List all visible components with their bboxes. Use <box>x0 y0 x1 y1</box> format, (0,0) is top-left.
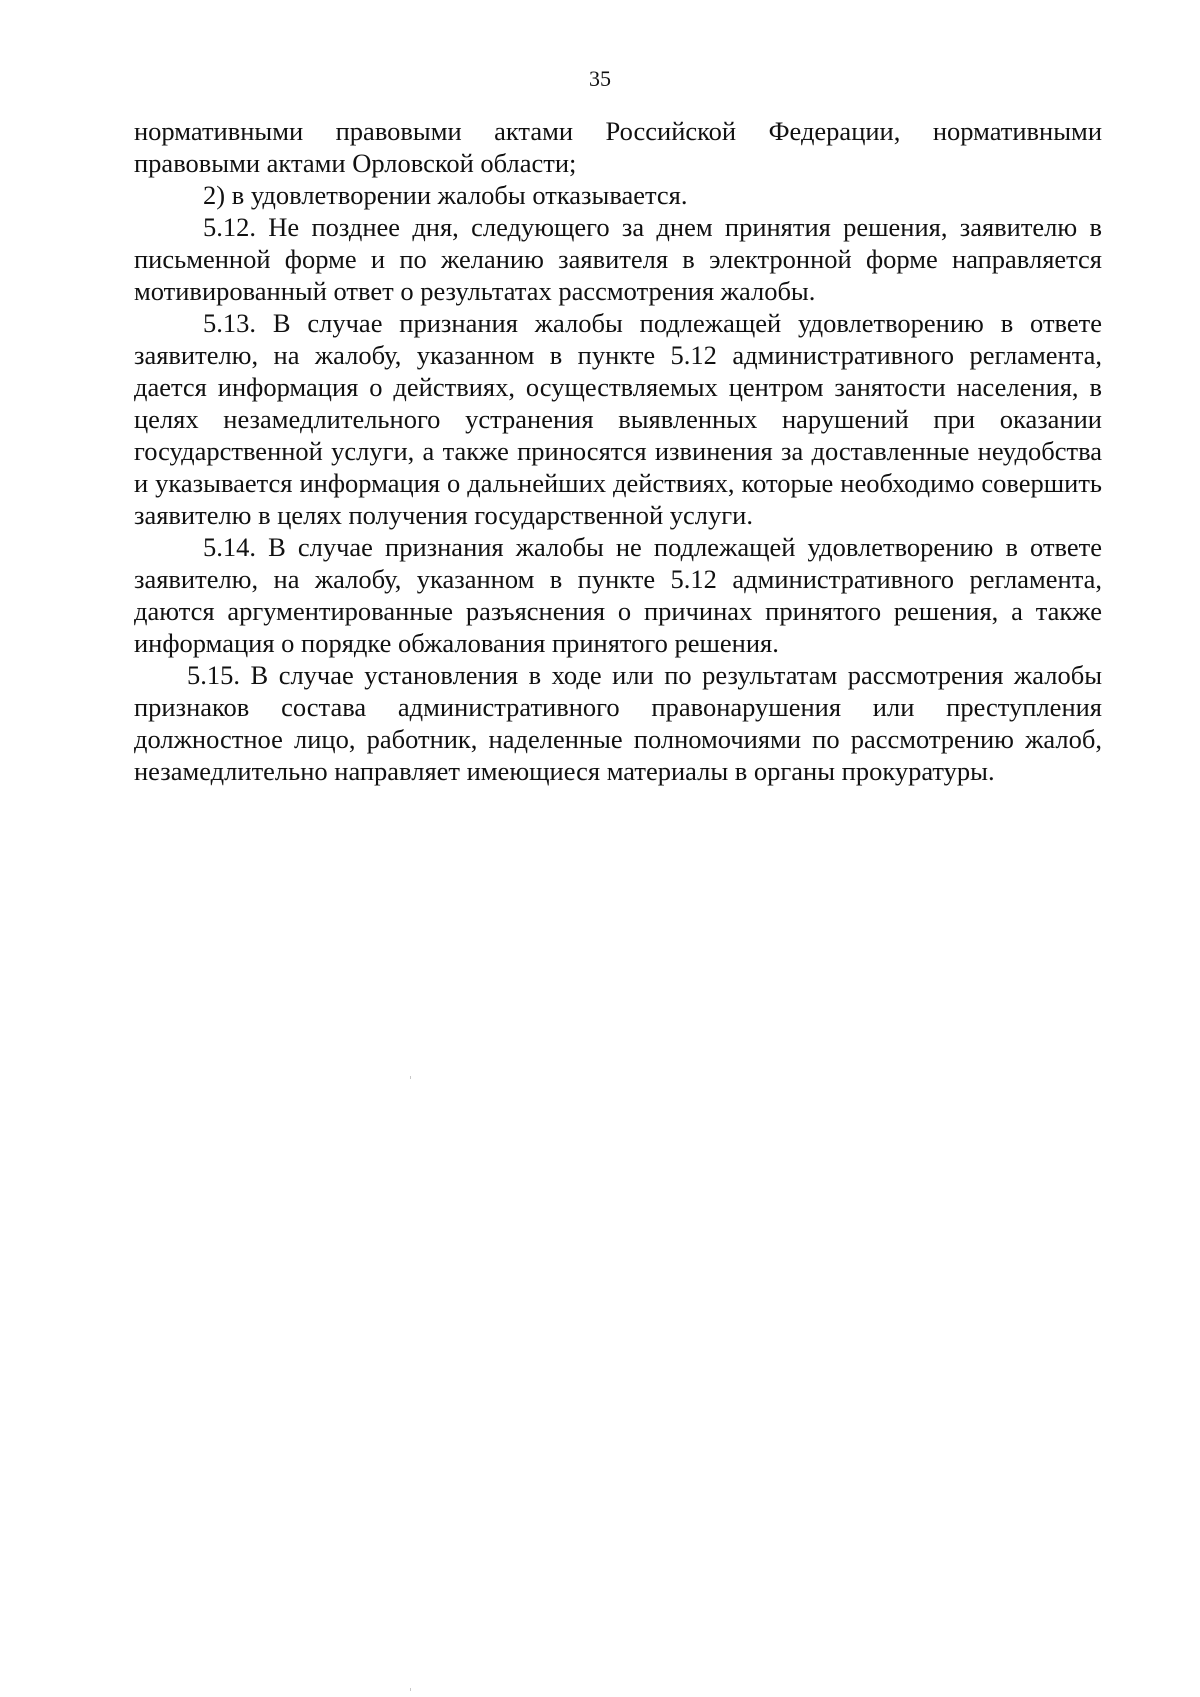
document-body <box>134 115 1102 787</box>
scan-speck <box>410 1688 411 1691</box>
page-number: 35 <box>589 66 611 91</box>
paragraph-5-15: 5.15. В случае установления в ходе или по результатам рассмотрения жалобы признаков состава административного правонарушения или преступления должностное лицо, работник, наделенные полномочиями по рассмотрению жалоб, незамедлительно направляет имеющиеся материалы в органы прокуратуры. <box>134 660 1102 786</box>
scan-speck <box>410 1076 411 1079</box>
paragraph-5-14: 5.14. В случае признания жалобы не подлежащей удовлетворению в ответе заявителю, на жалобу, указанном в пункте 5.12 административного регламента, даются аргументированные разъяснения о причинах принятого решения, а также информация о порядке обжалования принятого решения. <box>134 532 1102 658</box>
paragraph-5-12: 5.12. Не позднее дня, следующего за днем принятия решения, заявителю в письменной форме и по желанию заявителя в электронной форме направляется мотивированный ответ о результатах рассмотрения жалобы. <box>134 212 1102 306</box>
paragraph-continuation: нормативными правовыми актами Российской Федерации, нормативными правовыми актами Орловской области; <box>134 116 1102 178</box>
paragraph-5-13: 5.13. В случае признания жалобы подлежащей удовлетворению в ответе заявителю, на жалобу, указанном в пункте 5.12 административного регламента, дается информация о действиях, осуществляемых центром занятости населения, в целях незамедлительного устранения выявленных нарушений при оказании государственной услуги, а также приносятся извинения за доставленные неудобства и указывается информация о дальнейших действиях, которые необходимо совершить заявителю в целях получения государственной услуги. <box>134 308 1102 530</box>
paragraph-item-2: 2) в удовлетворении жалобы отказывается. <box>203 180 688 210</box>
